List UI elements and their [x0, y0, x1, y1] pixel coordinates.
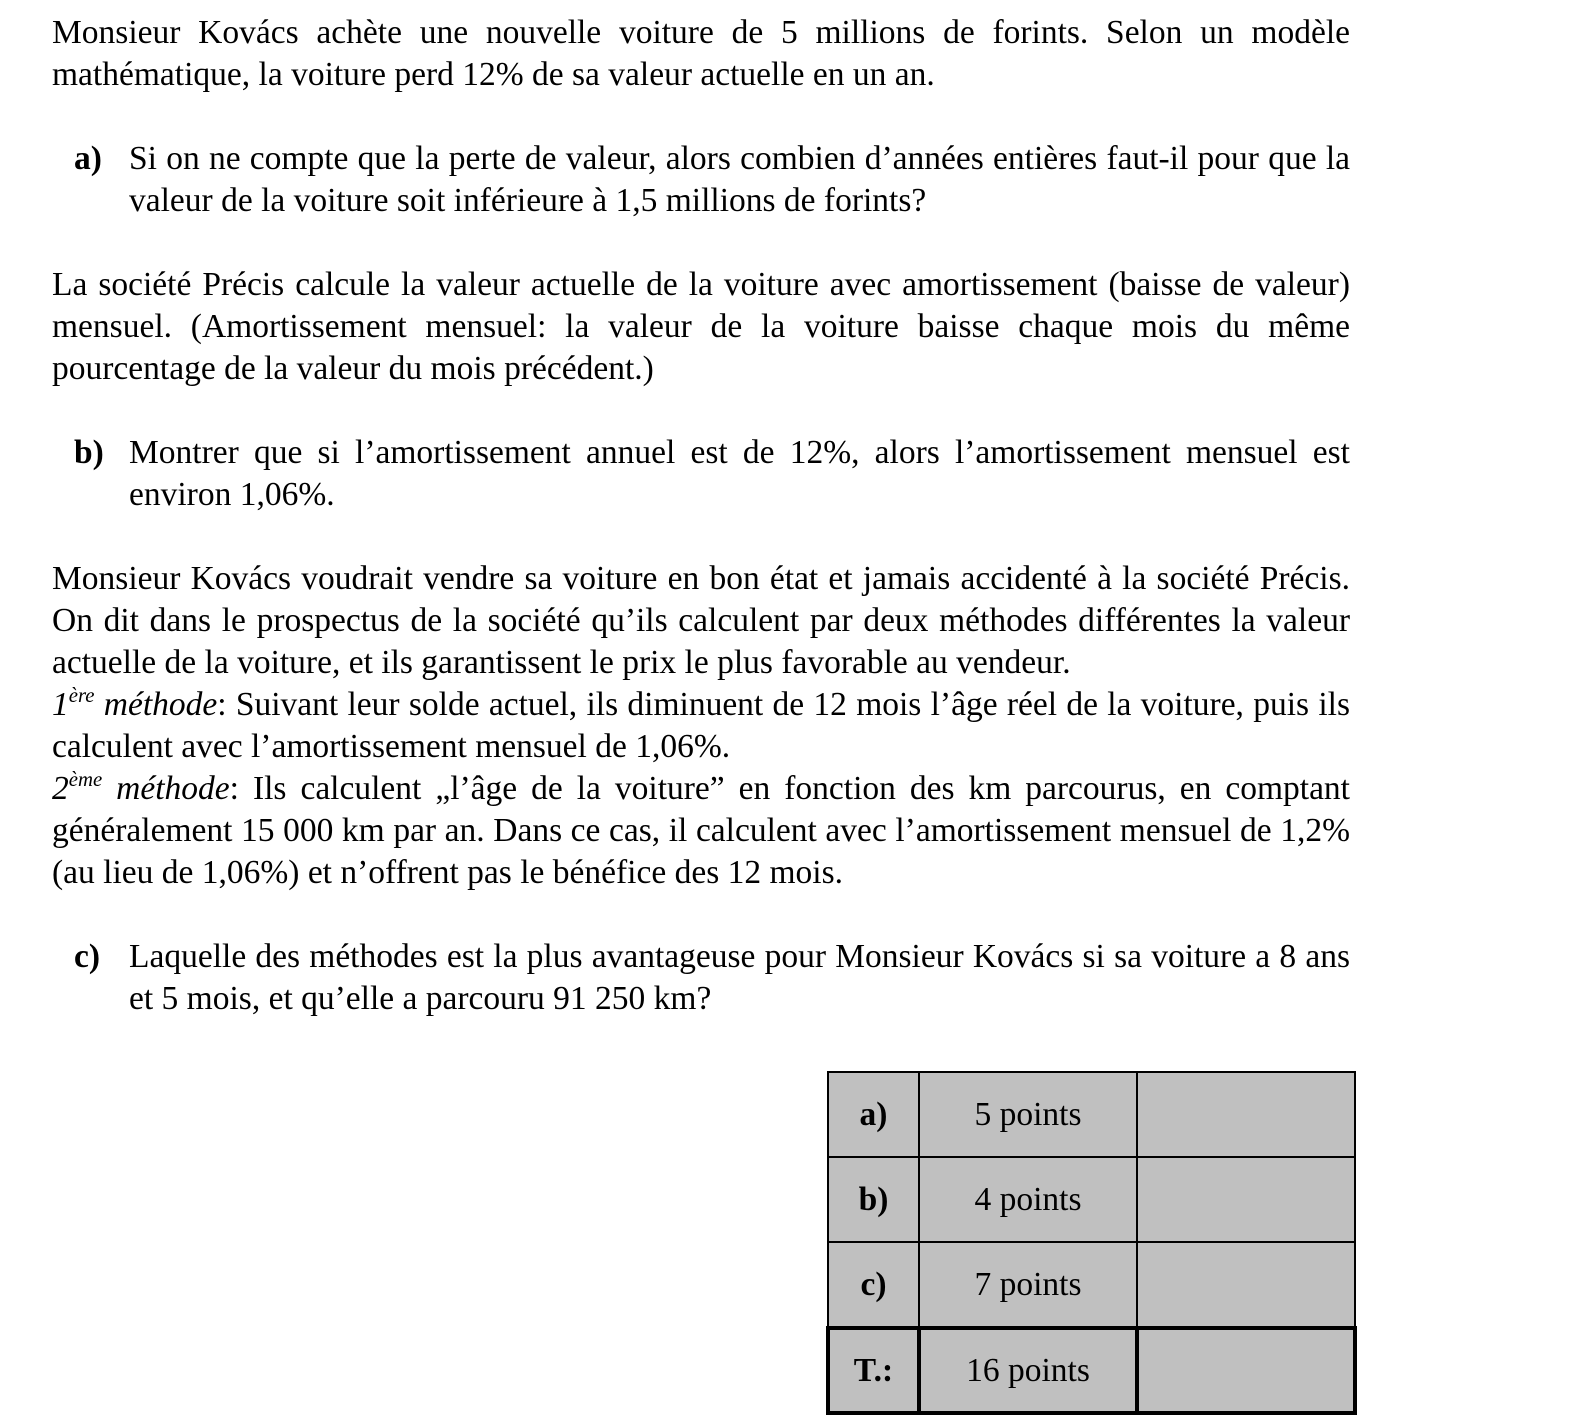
score-row-earned[interactable] [1137, 1242, 1355, 1328]
method-2-ordinal: ème [68, 768, 103, 792]
score-row-earned[interactable] [1137, 1157, 1355, 1242]
score-row-earned[interactable] [1137, 1072, 1355, 1157]
method-2-number: 2 [52, 770, 69, 807]
method-2-paragraph [52, 768, 1350, 894]
question-b-label: b) [74, 434, 104, 471]
score-row-label: b) [828, 1157, 919, 1242]
method-1-name: méthode [94, 686, 218, 723]
score-total-label: T.: [828, 1328, 919, 1413]
question-a-text: Si on ne compte que la perte de valeur, alors combien d’années entières faut-il pour que la valeur de la voiture soit inférieure à 1,5 millions de forints? [129, 140, 1350, 219]
method-1-text: : Suivant leur solde actuel, ils diminuent de 12 mois l’âge réel de la voiture, puis ils calculent avec l’amortissement mensuel de 1,06%. [52, 686, 1350, 765]
question-c [52, 936, 1350, 1020]
score-row-label: a) [828, 1072, 919, 1157]
question-a-label: a) [74, 140, 102, 177]
score-table [826, 1071, 1357, 1415]
score-row-a [828, 1072, 1355, 1157]
score-row-b [828, 1157, 1355, 1242]
score-row-points: 5 points [919, 1072, 1137, 1157]
score-row-c [828, 1242, 1355, 1328]
question-c-text: Laquelle des méthodes est la plus avantageuse pour Monsieur Kovács si sa voiture a 8 ans et 5 mois, et qu’elle a parcouru 91 250 km? [129, 938, 1350, 1017]
method-1-ordinal: ère [68, 684, 95, 708]
sale-paragraph: Monsieur Kovács voudrait vendre sa voiture en bon état et jamais accidenté à la société Précis. On dit dans le prospectus de la société qu’ils calculent par deux méthodes différentes la valeur actuelle de la voiture, et ils garantissent le prix le plus favorable au vendeur. [52, 560, 1350, 681]
method-1-paragraph [52, 684, 1350, 768]
score-row-points: 4 points [919, 1157, 1137, 1242]
score-row-label: c) [828, 1242, 919, 1328]
exam-page [52, 12, 1350, 1020]
method-1-number: 1 [52, 686, 69, 723]
method-1-heading [52, 686, 217, 723]
question-b [52, 432, 1350, 516]
precis-paragraph: La société Précis calcule la valeur actuelle de la voiture avec amortissement (baisse de valeur) mensuel. (Amortissement mensuel: la valeur de la voiture baisse chaque mois du même pourcentage de la valeur du mois précédent.) [52, 266, 1350, 387]
score-total-earned[interactable] [1137, 1328, 1355, 1413]
score-total-points: 16 points [919, 1328, 1137, 1413]
score-row-total [828, 1328, 1355, 1413]
intro-paragraph: Monsieur Kovács achète une nouvelle voiture de 5 millions de forints. Selon un modèle mathématique, la voiture perd 12% de sa valeur actuelle en un an. [52, 14, 1350, 93]
question-b-text: Montrer que si l’amortissement annuel est de 12%, alors l’amortissement mensuel est environ 1,06%. [129, 434, 1350, 513]
question-c-label: c) [74, 938, 101, 975]
question-a [52, 138, 1350, 222]
score-row-points: 7 points [919, 1242, 1137, 1328]
method-2-heading [52, 770, 230, 807]
method-2-text: : Ils calculent „l’âge de la voiture” en fonction des km parcourus, en comptant généralement 15 000 km par an. Dans ce cas, il calculent avec l’amortissement mensuel de 1,2% (au lieu de 1,06%) et n’offrent pas le bénéfice des 12 mois. [52, 770, 1350, 891]
method-2-name: méthode [102, 770, 230, 807]
